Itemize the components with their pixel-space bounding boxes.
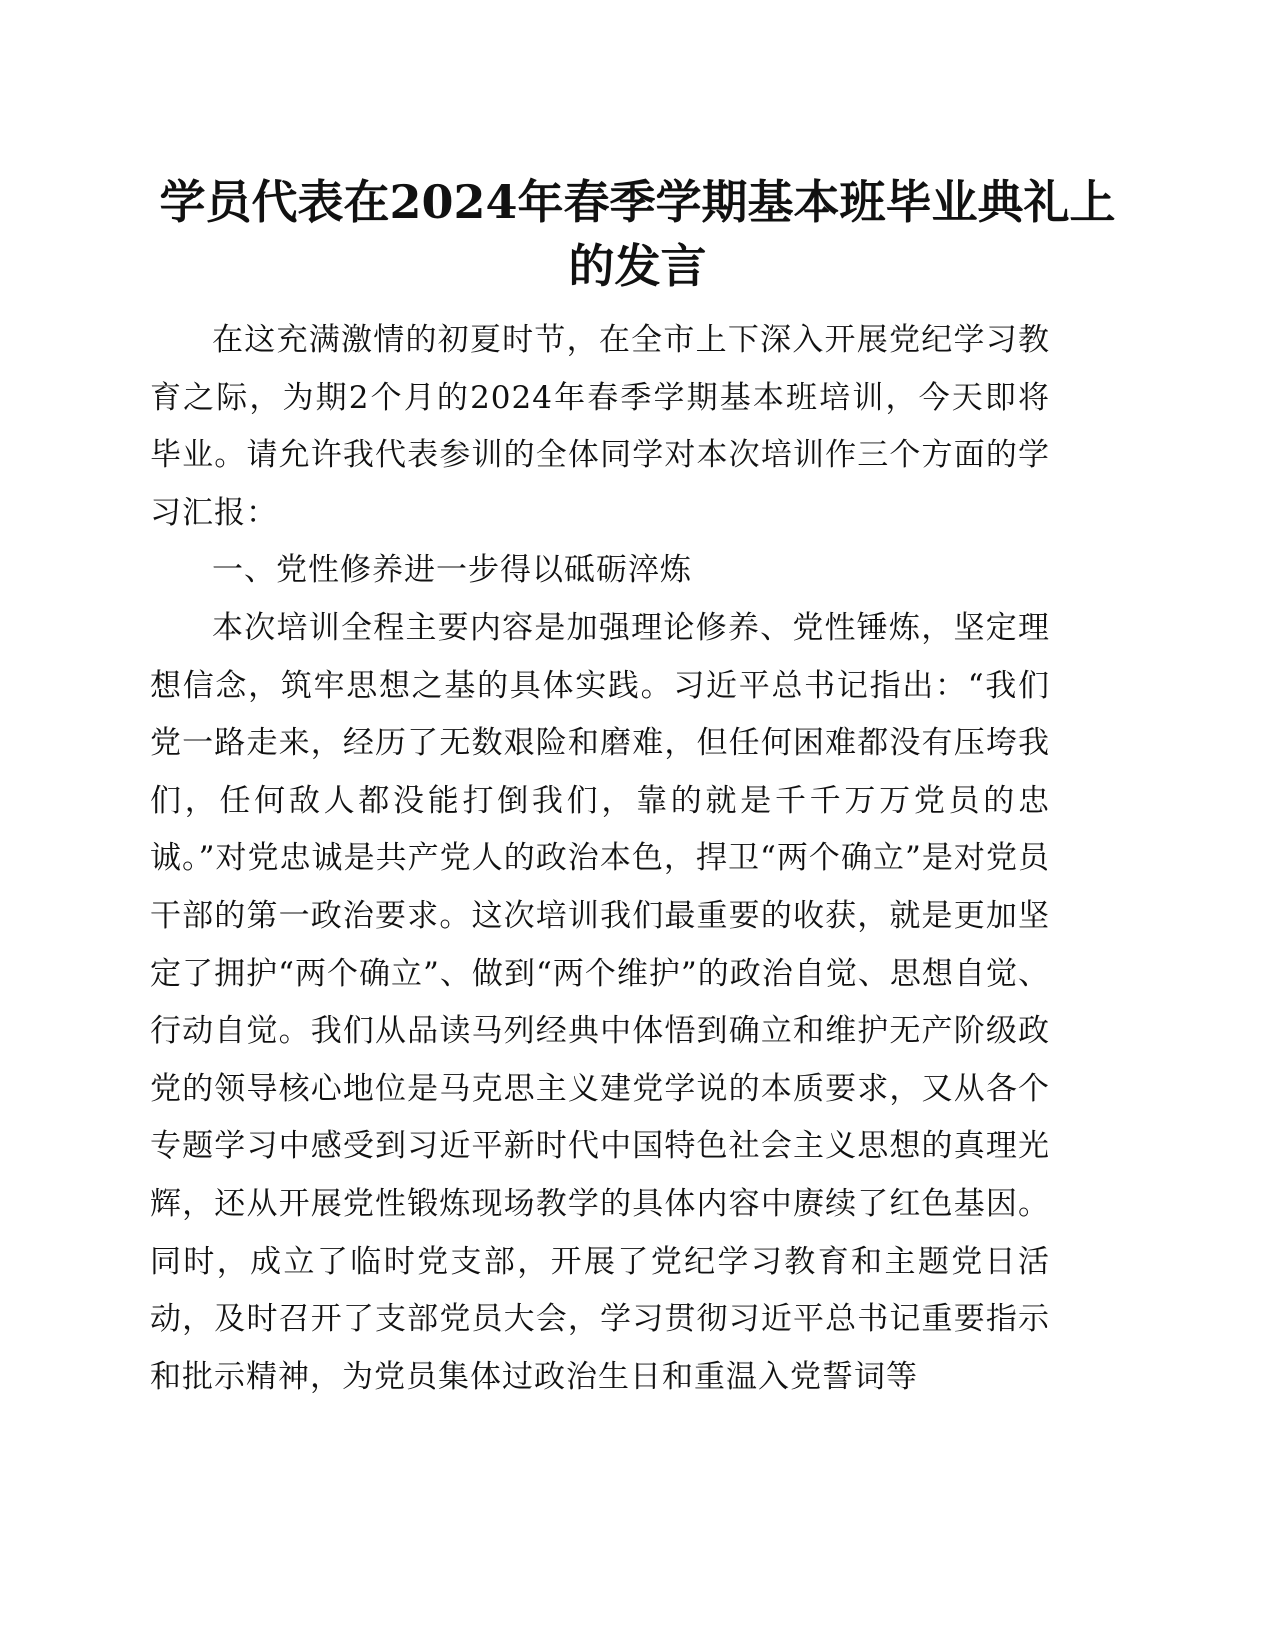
intro-paragraph: 在这充满激情的初夏时节，在全市上下深入开展党纪学习教育之际，为期2个月的2024年春季学期基本班培训，今天即将毕业。请允许我代表参训的全体同学对本次培训作三个方面的学习汇报：	[150, 322, 1050, 531]
section-1-paragraph: 本次培训全程主要内容是加强理论修养、党性锤炼，坚定理想信念，筑牢思想之基的具体实践。习近平总书记指出：“我们党一路走来，经历了无数艰险和磨难，但任何困难都没有压垮我们，任何敌人都没能打倒我们，靠的就是千千万万党员的忠诚。”对党忠诚是共产党人的政治本色，捍卫“两个确立”是对党员干部的第一政治要求。这次培训我们最重要的收获，就是更加坚定了拥护“两个确立”、做到“两个维护”的政治自觉、思想自觉、行动自觉。我们从品读马列经典中体悟到确立和维护无产阶级政党的领导核心地位是马克思主义建党学说的本质要求，又从各个专题学习中感受到习近平新时代中国特色社会主义思想的真理光辉，还从开展党性锻炼现场教学的具体内容中赓续了红色基因。同时，成立了临时党支部，开展了党纪学习教育和主题党日活动，及时召开了支部党员大会，学习贯彻习近平总书记重要指示和批示精神，为党员集体过政治生日和重温入党誓词等	[150, 609, 1050, 1395]
document-title: 学员代表在2024年春季学期基本班毕业典礼上的发言	[159, 175, 1116, 293]
document-body	[150, 312, 1050, 1406]
section-heading-1: 一、党性修养进一步得以砥砺淬炼	[212, 552, 692, 589]
